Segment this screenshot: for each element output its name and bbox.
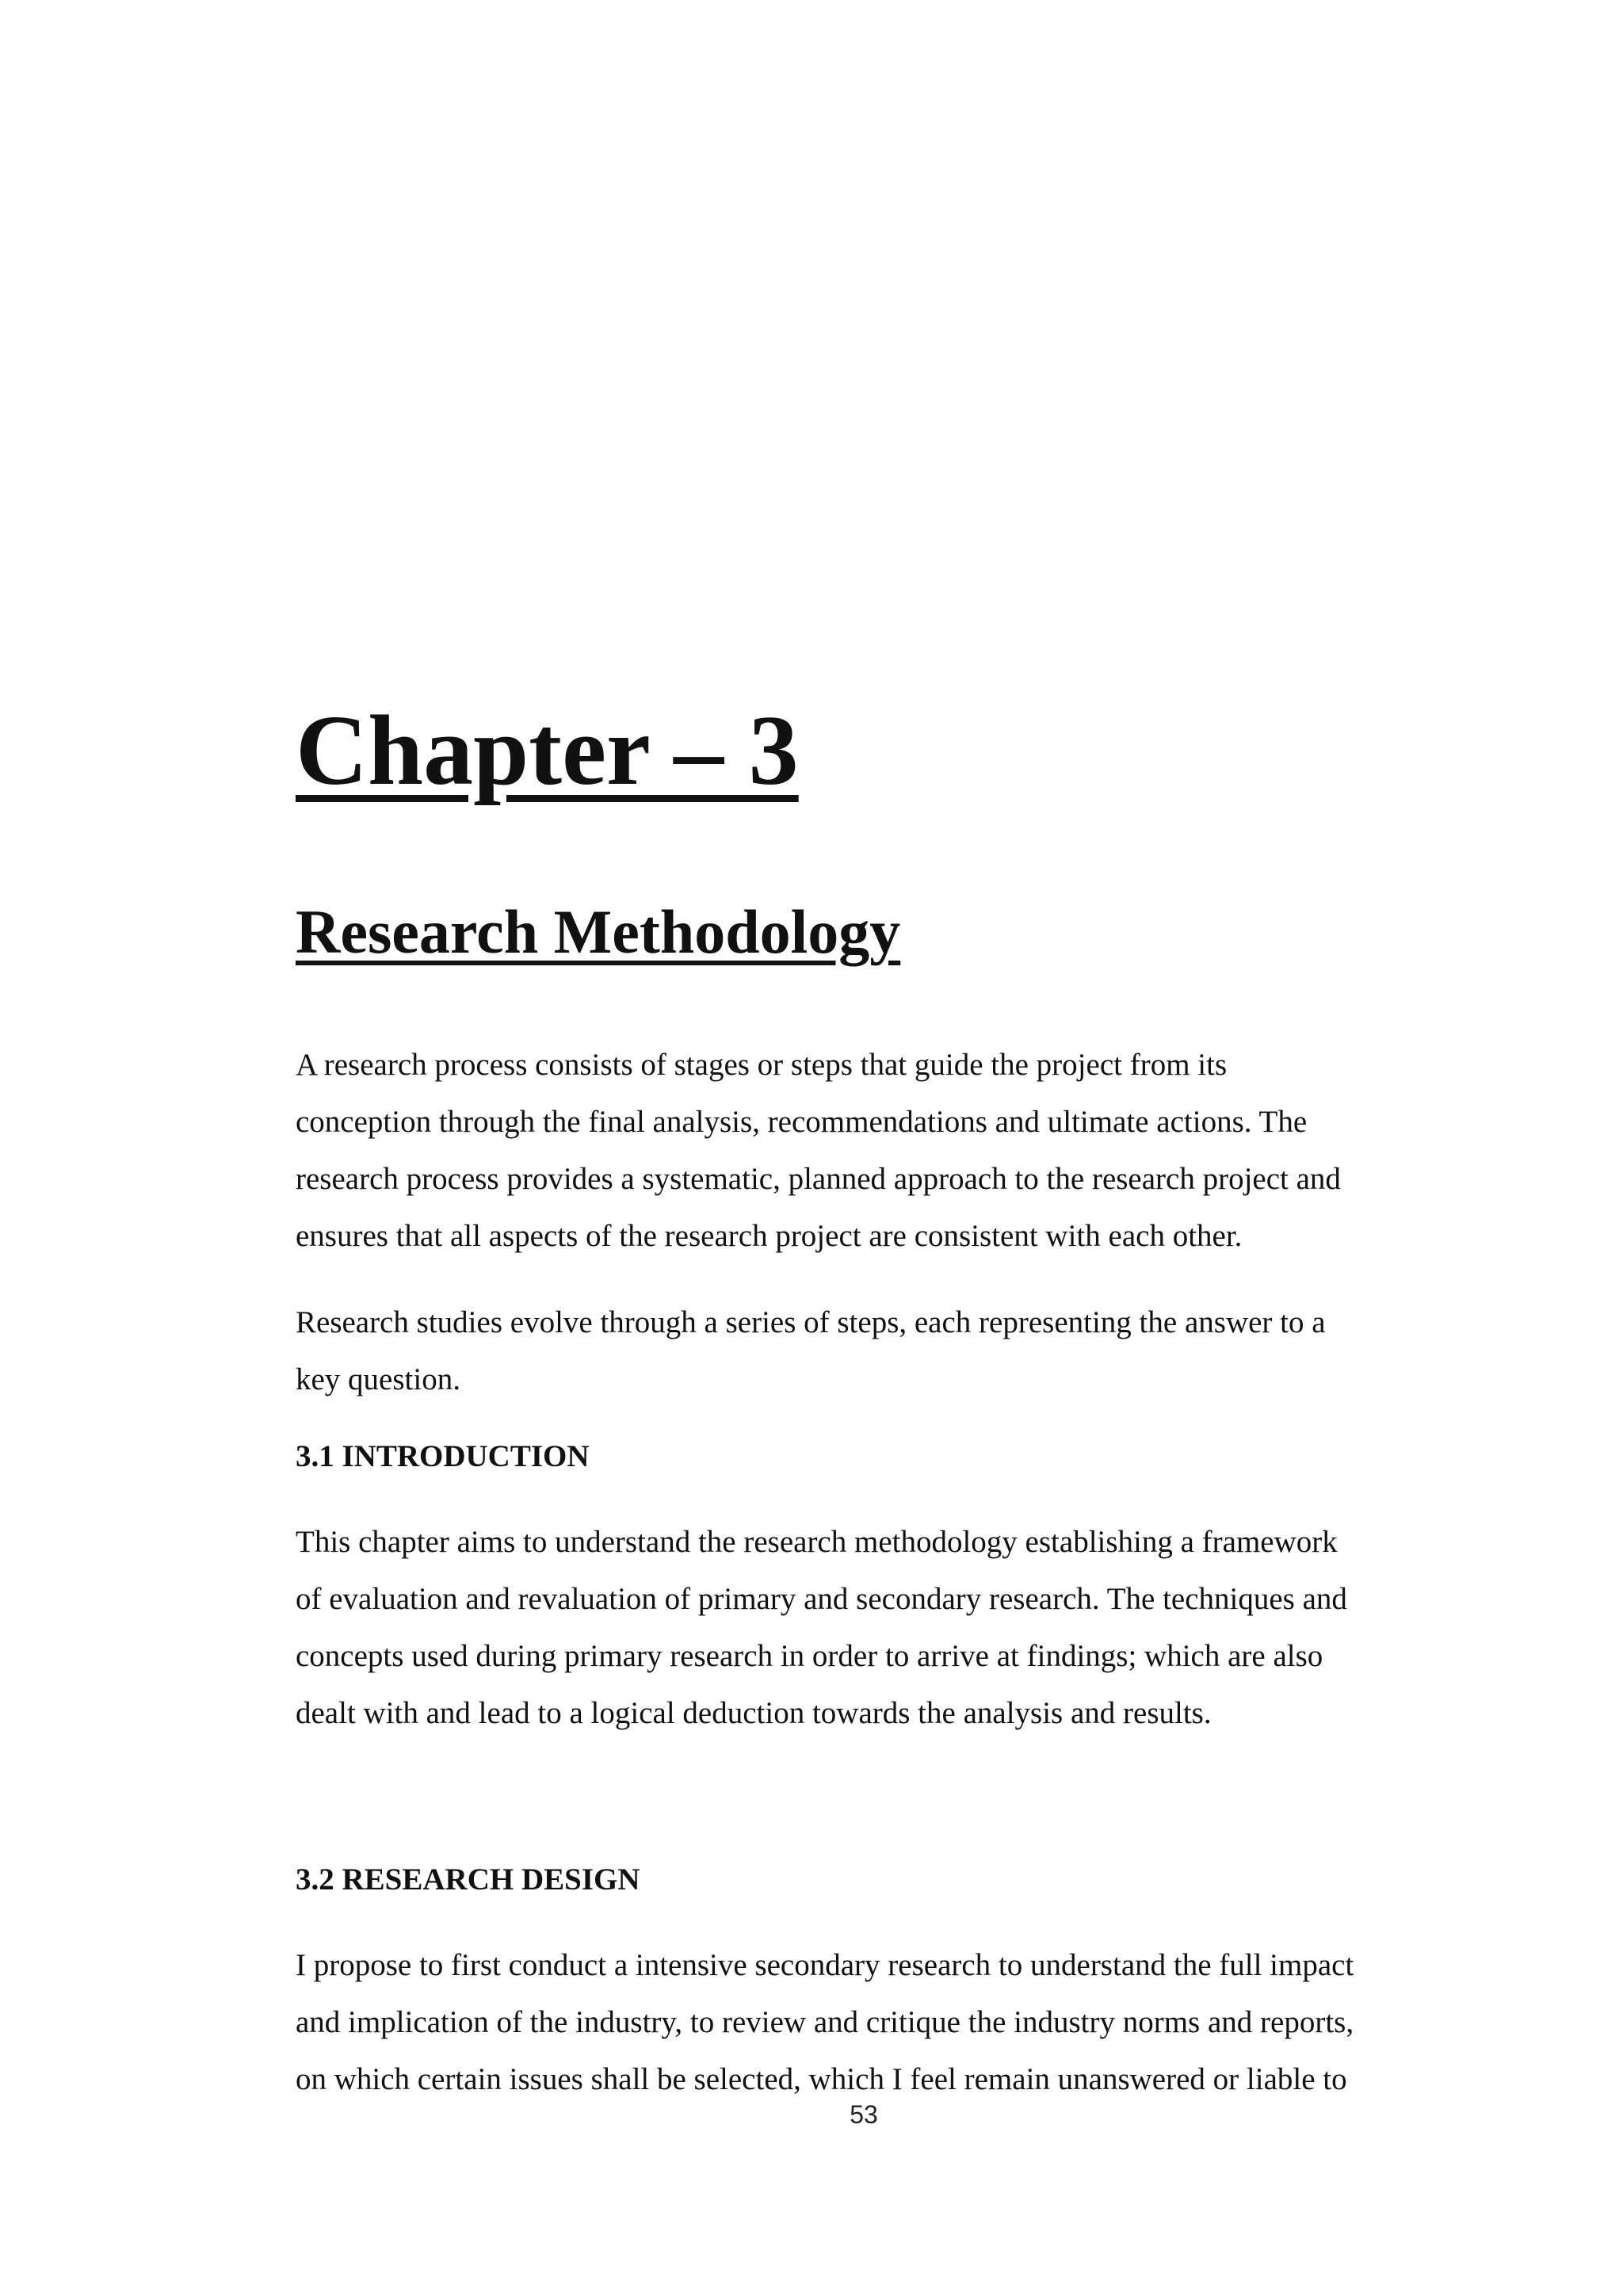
paragraph-line: conception through the final analysis, recommendations and ultimate actions. The <box>296 1105 1308 1139</box>
paragraph-line: This chapter aims to understand the research methodology establishing a framework <box>296 1525 1338 1559</box>
paragraph-line: of evaluation and revaluation of primary and secondary research. The techniques and <box>296 1582 1347 1616</box>
paragraph-line: ensures that all aspects of the research project are consistent with each other. <box>296 1219 1243 1253</box>
paragraph-line: A research process consists of stages or steps that guide the project from its <box>296 1048 1228 1082</box>
section-3-1-heading: 3.1 INTRODUCTION <box>296 1439 590 1473</box>
chapter-title: Chapter – 3 <box>296 696 799 806</box>
paragraph-line: research process provides a systematic, planned approach to the research project and <box>296 1162 1341 1196</box>
paragraph-line: and implication of the industry, to review and critique the industry norms and reports, <box>296 2005 1354 2039</box>
paragraph-line: dealt with and lead to a logical deduction towards the analysis and results. <box>296 1696 1212 1730</box>
section-3-2-heading: 3.2 RESEARCH DESIGN <box>296 1862 640 1897</box>
paragraph-line: on which certain issues shall be selected, which I feel remain unanswered or liable to <box>296 2062 1347 2096</box>
section-3-2-paragraph <box>296 1937 1429 2108</box>
intro-paragraph-2 <box>296 1294 1429 1408</box>
paragraph-line: concepts used during primary research in order to arrive at findings; which are also <box>296 1639 1323 1673</box>
intro-paragraph-1 <box>296 1037 1429 1265</box>
paragraph-line: Research studies evolve through a series of steps, each representing the answer to a <box>296 1305 1326 1339</box>
section-3-1-paragraph <box>296 1514 1429 1742</box>
paragraph-line: key question. <box>296 1362 460 1396</box>
section-title: Research Methodology <box>296 897 901 966</box>
paragraph-line: I propose to first conduct a intensive secondary research to understand the full impact <box>296 1948 1354 1982</box>
page-number: 53 <box>850 2100 878 2129</box>
